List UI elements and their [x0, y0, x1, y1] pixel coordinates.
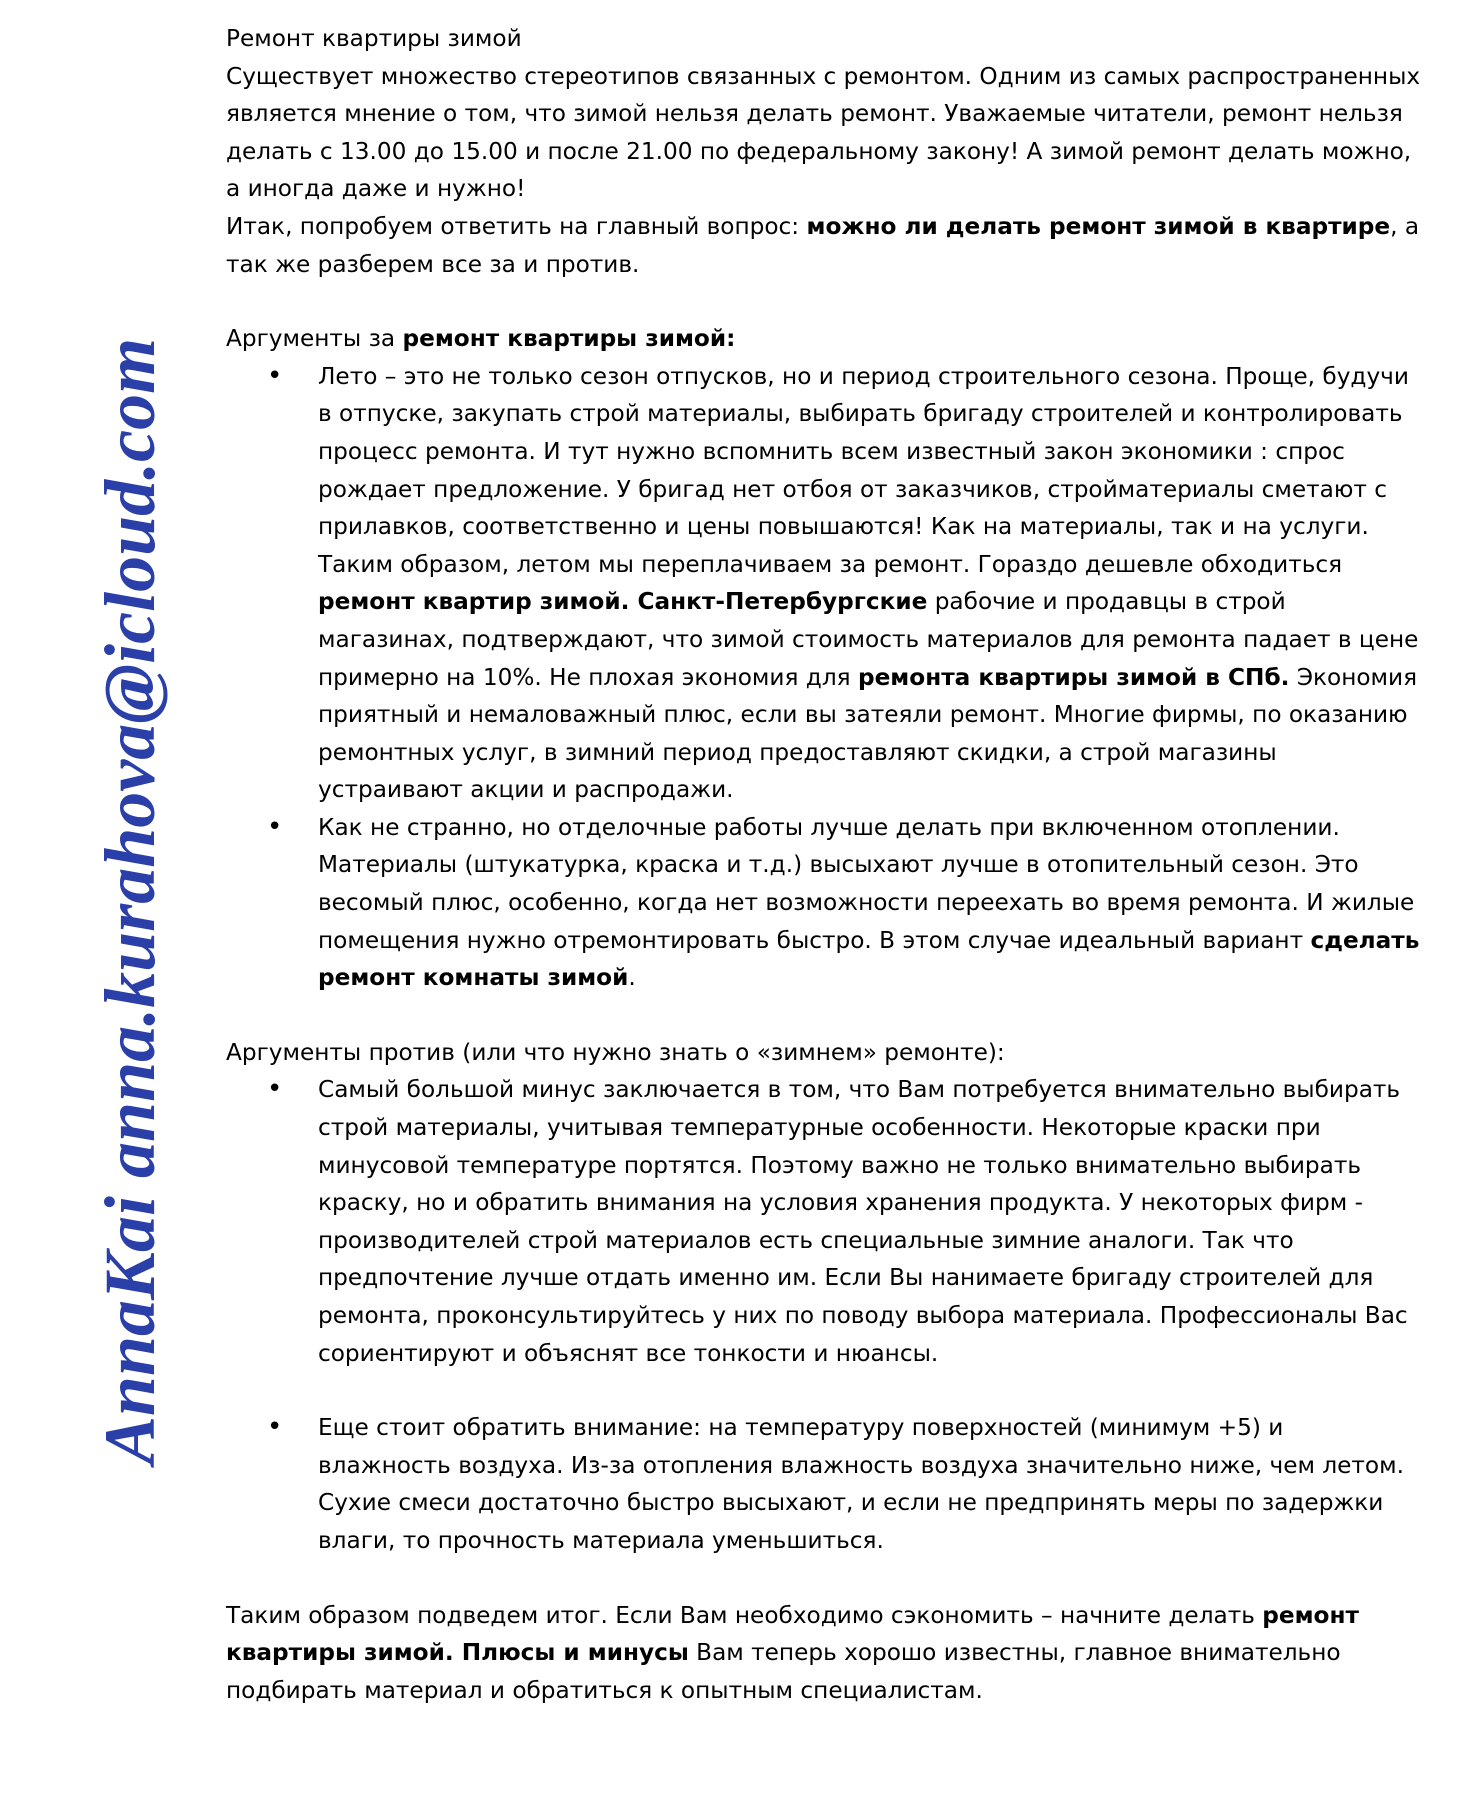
intro-question-bold: можно ли делать ремонт зимой в квартире — [806, 212, 1391, 240]
conclusion-bold: ремонт квартиры зимой. Плюсы и минусы — [226, 1601, 1359, 1667]
pros-list-item — [226, 809, 1421, 997]
intro-question-text: Итак, попробуем ответить на главный вопрос: — [226, 212, 807, 240]
pros-item2-text1: Как не странно, но отделочные работы лучше делать при включенном отоплении. Материалы (штукатурка, краска и т.д.) высыхают лучше в отопительный сезон. Это весомый плюс, особенно, когда нет возможности переехать во время ремонта. И жилые помещения нужно отремонтировать быстро. В этом случае идеальный вариант — [318, 813, 1415, 954]
pros-item2-bold1: сделать ремонт комнаты зимой — [318, 926, 1420, 992]
cons-list — [226, 1071, 1421, 1372]
watermark-sidebar — [90, 236, 170, 1566]
conclusion-text1: Таким образом подведем итог. Если Вам необходимо сэкономить – начните делать — [226, 1601, 1263, 1629]
intro-paragraph: Существует множество стереотипов связанных с ремонтом. Одним из самых распространенных является мнение о том, что зимой нельзя делать ремонт. Уважаемые читатели, ремонт нельзя делать с 13.00 до 15.00 и после 21.00 по федеральному закону! А зимой ремонт делать можно, а иногда даже и нужно! — [226, 62, 1421, 203]
pros-item1-text2: рабочие и продавцы в строй магазинах, подтверждают, что зимой стоимость материалов для ремонта падает в цене примерно на 10%. Не плохая экономия для — [318, 588, 1419, 691]
pros-heading — [226, 320, 1421, 358]
spacer — [226, 283, 1421, 320]
conclusion-paragraph — [226, 1597, 1421, 1710]
pros-heading-text: Аргументы за — [226, 325, 403, 353]
cons-list-continued — [226, 1409, 1421, 1559]
pros-item1-bold1: ремонт квартир зимой. Санкт-Петербургские — [318, 588, 928, 616]
pros-list — [226, 358, 1421, 997]
cons-heading: Аргументы против (или что нужно знать о «зимнем» ремонте): — [226, 1038, 1005, 1066]
intro-question — [226, 208, 1421, 283]
spacer — [226, 1560, 1421, 1597]
pros-list-item — [226, 358, 1421, 809]
pros-item2-text2: . — [628, 964, 636, 992]
spacer — [226, 997, 1421, 1034]
spacer — [226, 1372, 1421, 1409]
article-title: Ремонт квартиры зимой — [226, 25, 522, 52]
cons-list-item: • Самый большой минус заключается в том, что Вам потребуется внимательно выбирать строй материалы, учитывая температурные особенности. Некоторые краски при минусовой температуре портятся. Поэтому важно не только внимательно выбирать краску, но и обратить внимания на условия хранения продукта. У некоторых фирм - производителей строй материалов есть специальные зимние аналоги. Так что предпочтение лучше отдать именно им. Если Вы нанимаете бригаду строителей для ремонта, проконсультируйтесь у них по поводу выбора материала. Профессионалы Вас сориентируют и объяснят все тонкости и нюансы. — [226, 1071, 1421, 1372]
pros-item1-bold2: ремонта квартиры зимой в СПб. — [857, 663, 1290, 691]
conclusion-text2: Вам теперь хорошо известны, главное внимательно подбирать материал и обратиться к опытным специалистам. — [226, 1639, 1341, 1704]
pros-heading-bold: ремонт квартиры зимой: — [402, 325, 736, 353]
watermark-text: AnnaKai anna.kurahova@icloud.com — [90, 337, 170, 1465]
cons-list-item: • Еще стоит обратить внимание: на температуру поверхностей (минимум +5) и влажность воздуха. Из-за отопления влажность воздуха значительно ниже, чем летом. Сухие смеси достаточно быстро высыхают, и если не предпринять меры по задержки влаги, то прочность материала уменьшиться. — [226, 1409, 1421, 1559]
article — [226, 20, 1421, 1709]
pros-item1-text1: Лето – это не только сезон отпусков, но и период строительного сезона. Проще, будучи в отпуске, закупать строй материалы, выбирать бригаду строителей и контролировать процесс ремонта. И тут нужно вспомнить всем известный закон экономики : спрос рождает предложение. У бригад нет отбоя от заказчиков, стройматериалы сметают с прилавков, соответственно и цены повышаются! Как на материалы, так и на услуги. Таким образом, летом мы переплачиваем за ремонт. Гораздо дешевле обходиться — [318, 362, 1409, 578]
intro-question-tail: , а так же разберем все за и против. — [226, 212, 1420, 278]
pros-item1-text3: Экономия приятный и немаловажный плюс, если вы затеяли ремонт. Многие фирмы, по оказанию ремонтных услуг, в зимний период предоставляют скидки, а строй магазины устраивают акции и распродажи. — [318, 663, 1418, 804]
